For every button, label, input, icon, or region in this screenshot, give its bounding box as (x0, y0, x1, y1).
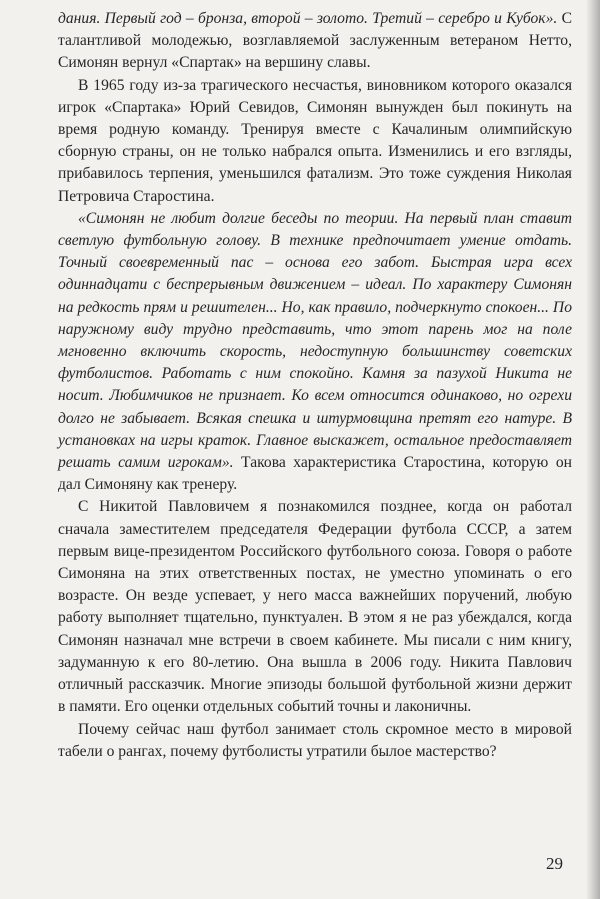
paragraph (58, 496, 572, 718)
paragraph-text: С талантливой молодежью, возглавляемой заслуженным ветераном Нетто, Симонян вернул «Спартак» на вершину славы. (58, 10, 572, 72)
quote-text: дания. Первый год – бронза, второй – золото. Третий – серебро и Кубок». (58, 10, 558, 27)
paragraph-text: В 1965 году из-за трагического несчастья, виновником которого оказался игрок «Спартака» Юрий Севидов, Симонян вынужден был покинуть на время родную команду. Тренируя вместе с Качалиным олимпийскую сборную страны, он не только набрался опыта. Изменились и его взгляды, прибавилось терпения, уменьшился фатализм. Это тоже суждения Николая Петровича Старостина. (58, 76, 572, 205)
paragraph-text: Такова характеристика Старостина, которую он дал Симоняну как тренеру. (58, 454, 572, 494)
paragraph-text: С Никитой Павловичем я познакомился позднее, когда он работал сначала заместителем председателя Федерации футбола СССР, а затем первым вице-президентом Российского футбольного союза. Говоря о работе Симоняна на этих ответственных постах, не уместно упоминать о его возрасте. Он везде успевает, у него масса важнейших поручений, любую работу выполняет тщательно, пунктуален. В этом я не раз убеждался, когда Симонян назначал мне встречи в своем кабинете. Мы писали с ним книгу, задуманную к его 80-летию. Она вышла в 2006 году. Никита Павлович отличный рассказчик. Многие эпизоды большой футбольной жизни держит в памяти. Его оценки отдельных событий точны и лаконичны. (58, 498, 572, 716)
body-text (58, 8, 572, 763)
paragraph (58, 8, 572, 75)
quote-text: «Симонян не любит долгие беседы по теории. На первый план ставит светлую футбольную голову. В технике предпочитает умение отдать. Точный своевременный пас – основа его забот. Быстрая игра всех одиннадцати с беспрерывным движением – идеал. По характеру Симонян на редкость прям и решителен... Но, как правило, подчеркнуто спокоен... По наружному виду трудно представить, что этот парень мог на поле мгновенно включить скорость, недоступную большинству советских футболистов. Работать с ним спокойно. Камня за пазухой Никита не носит. Любимчиков не признает. Ко всем относится одинаково, но огрехи долго не забывает. Всякая спешка и штурмовщина претят его натуре. В установках на игры краток. Главное выскажет, остальное предоставляет решать самим игрокам». (58, 209, 572, 472)
paragraph-text: Почему сейчас наш футбол занимает столь скромное место в мировой табели о рангах, почему футболисты утратили былое мастерство? (58, 720, 572, 760)
paragraph (58, 719, 572, 763)
paragraph (58, 75, 572, 208)
paragraph (58, 208, 572, 497)
page-number: 29 (546, 854, 563, 873)
page-edge-shadow (586, 0, 600, 899)
